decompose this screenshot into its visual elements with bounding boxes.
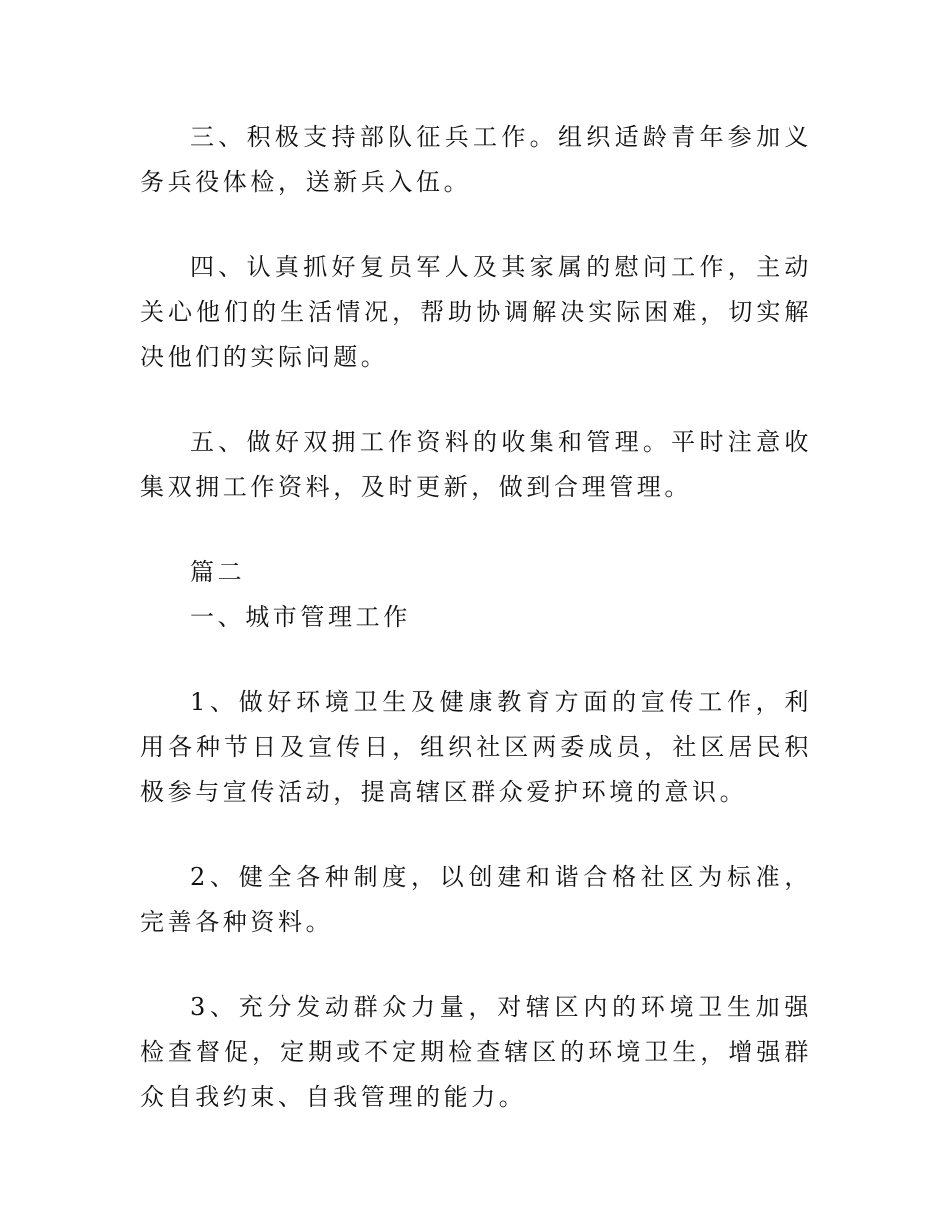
item-system-building: 2、健全各种制度，以创建和谐合格社区为标准，完善各种资料。 xyxy=(140,863,812,936)
paragraph-recruitment: 三、积极支持部队征兵工作。组织适龄青年参加义务兵役体检，送新兵入伍。 xyxy=(140,123,812,196)
paragraph-records-management: 五、做好双拥工作资料的收集和管理。平时注意收集双拥工作资料，及时更新，做到合理管理。 xyxy=(140,428,812,501)
item-mobilize-public: 3、充分发动群众力量，对辖区内的环境卫生加强检查督促，定期或不定期检查辖区的环境卫生，增强群众自我约束、自我管理的能力。 xyxy=(140,993,812,1111)
section-title: 一、城市管理工作 xyxy=(190,603,411,631)
part-title: 篇二 xyxy=(190,558,246,586)
item-environment-publicity: 1、做好环境卫生及健康教育方面的宣传工作，利用各种节日及宣传日，组织社区两委成员，社区居民积极参与宣传活动，提高辖区群众爱护环境的意识。 xyxy=(140,688,812,806)
paragraph-veteran-care: 四、认真抓好复员军人及其家属的慰问工作，主动关心他们的生活情况，帮助协调解决实际困难，切实解决他们的实际问题。 xyxy=(140,253,812,371)
